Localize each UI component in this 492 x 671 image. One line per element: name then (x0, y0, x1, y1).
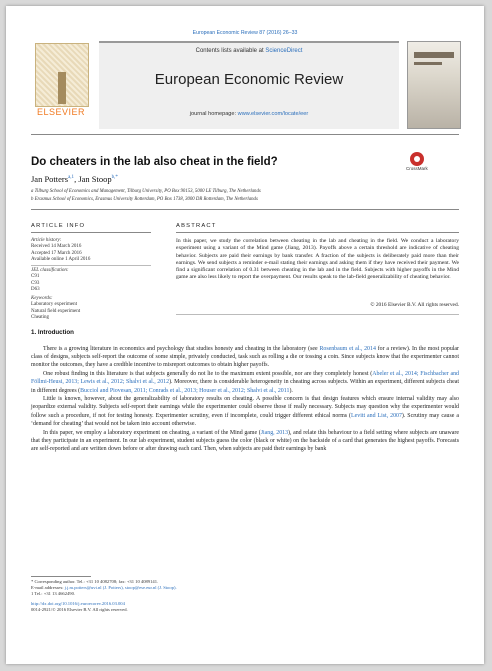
citation-link[interactable]: Bucciol and Piovesan, 2011; Conrads et al., 2013; Houser et al., 2012; Shalvi et al., 2011 (80, 387, 290, 394)
paragraph: Little is known, however, about the generalizability of laboratory results on cheating. A possible concern is that design features which ensure internal validity may also jeopardize external validity. Subjects self-report their earnings while the experimenter could observe those if really necessary. Subjects may question why the experimenter would follow such a procedure, if not for testing honesty. Experimenter scrutiny, even if incomplete, could trigger different ethical norms (Levitt and List, 2007). Scrutiny may cause a ‘demand for cheating’ that would not be taken into account otherwise. (31, 396, 459, 427)
keyword: Laboratory experiment (31, 302, 77, 308)
contents-line (99, 48, 399, 54)
doi-link[interactable]: http://dx.doi.org/10.1016/j.euroecorev.2016.03.004 (31, 601, 125, 606)
history-online: Available online 1 April 2016 (31, 256, 91, 262)
paragraph: There is a growing literature in economics and psychology that studies honesty and cheating in the laboratory (see Rosenbaum et al., 2014 for a review). In the most popular class of designs, subjects self-report the outcome of some simple, privately conducted, task such as rolling a die or tossing a coin. Since subjects know that the experimenter cannot monitor the outcomes, they have a credible incentive to misreport outcomes to obtain higher payoffs. (31, 346, 459, 369)
paper-page (6, 6, 484, 664)
history-received: Received 14 March 2016 (31, 244, 82, 250)
abstract-rule (176, 232, 459, 233)
elsevier-tree-logo-icon (35, 43, 89, 107)
history-label: Article history: (31, 238, 62, 243)
abstract-heading: ABSTRACT (176, 223, 217, 229)
journal-cover-thumbnail (407, 41, 461, 129)
introduction-body (31, 345, 459, 454)
elsevier-logo[interactable] (31, 41, 91, 127)
history-rule (31, 265, 151, 266)
citation-link[interactable]: Jiang, 2013 (260, 429, 289, 436)
abstract-body: In this paper, we study the correlation between cheating in the lab and cheating in the field. We conduct a laboratory experiment using a variant of the Mind game (Jiang, 2013). Payoffs above a certain threshold are indicative of cheating behavior. Subjects are paid their earnings by bank transfer. A fraction of the subjects is deliberately paid more than their earnings. We send subjects a reminder e-mail stating their earnings and asking them if they have received their payment. We find a significant correlation of 0.31 between cheating in the lab and in the field. Subjects with higher payoffs in the Mind game are also less likely to report the overpayment. Our results speak to the lab-field generalizability of cheating behavior. (176, 238, 459, 281)
homepage-label: journal homepage: (189, 111, 237, 117)
jel-classification (31, 268, 151, 293)
keywords-label: Keywords: (31, 296, 53, 301)
jel-code: D63 (31, 286, 40, 292)
history-accepted: Accepted 17 March 2016 (31, 250, 82, 256)
citation-link[interactable]: Levitt and List, 2007 (351, 412, 402, 419)
paragraph: In this paper, we employ a laboratory experiment on cheating, a variant of the Mind game (Jiang, 2013), and relate this behaviour to a field setting where subjects are unaware that they participate in an experiment. In our lab experiment, student subjects guess the color (black or white) on the backside of a card that generates the highest payoffs. Forecasts are self-reported and are written down before or after drawing each card. Then, when subjects are paid their earnings by bank (31, 429, 459, 452)
keyword: Natural field experiment (31, 308, 81, 314)
keyword: Cheating (31, 314, 50, 320)
issn-copyright: 0014-2921/© 2016 Elsevier B.V. All rights reserved. (31, 607, 128, 612)
jel-code: C91 (31, 274, 40, 280)
keywords (31, 296, 151, 321)
journal-masthead (31, 41, 461, 129)
author-name: Jan Potters (31, 174, 69, 184)
citation-link[interactable]: Abeler et al., 2014; Fischbacher and Föllmi-Heusi, 2013; Lewis et al., 2012; Shalvi et al., 2012 (31, 371, 459, 386)
abstract-bottom-rule (176, 314, 459, 315)
paragraph: One robust finding in this literature is that subjects generally do not lie to the maximum extent possible, nor are they completely honest (Abeler et al., 2014; Fischbacher and Föllmi-Heusi, 2013; Lewis et al., 2012; Shalvi et al., 2012). Moreover, there is considerable heterogeneity in cheating across subjects. Within an experiment, different subjects cheat in different degrees (Bucciol and Piovesan, 2011; Conrads et al., 2013; Houser et al., 2012; Shalvi et al., 2011). (31, 371, 459, 394)
corresponding-author-note: * Corresponding author. Tel.: +31 10 4082708; fax: +31 10 4089141. (31, 579, 159, 584)
affiliation-a: a Tilburg School of Economics and Management, Tilburg University, PO Box 90153, 5000 LE Tilburg, The Netherlands (31, 189, 261, 194)
telephone-note: 1 Tel.: +31 13 4662490. (31, 591, 76, 596)
homepage-link[interactable]: www.elsevier.com/locate/eer (237, 111, 309, 117)
journal-title: European Economic Review (154, 71, 344, 88)
author-name: Jan Stoop (78, 174, 112, 184)
crossmark-label: CrossMark (406, 166, 428, 171)
contents-prefix: Contents lists available at (195, 48, 264, 54)
sciencedirect-link[interactable]: ScienceDirect (265, 48, 303, 54)
jel-code: C93 (31, 280, 40, 286)
author-separator: , (74, 174, 79, 184)
header-divider (31, 134, 459, 135)
affiliation-b: b Erasmus School of Economics, Erasmus University Rotterdam, PO Box 1738, 3000 DR Rotterdam, The Netherlands (31, 197, 258, 202)
article-info-heading: ARTICLE INFO (31, 223, 86, 229)
journal-header-box (99, 41, 399, 129)
author-list (31, 174, 118, 184)
author-affiliation-marks[interactable]: b,* (111, 175, 118, 181)
footnote-divider (31, 576, 91, 577)
footnotes (31, 579, 459, 613)
jel-label: JEL classification: (31, 268, 69, 273)
copyright-line: © 2016 Elsevier B.V. All rights reserved. (370, 302, 459, 308)
article-title: Do cheaters in the lab also cheat in the field? (31, 156, 278, 168)
author-affiliation-marks[interactable]: a,1 (68, 175, 75, 181)
article-info-rule (31, 232, 151, 233)
citation-link[interactable]: Rosenbaum et al., 2014 (319, 346, 376, 352)
journal-homepage (99, 111, 399, 117)
section-heading-introduction: 1. Introduction (31, 329, 74, 336)
email-label: E-mail addresses: (31, 585, 65, 590)
journal-reference[interactable]: European Economic Review 87 (2016) 26–33 (192, 30, 298, 36)
article-history (31, 238, 151, 263)
crossmark-icon[interactable] (410, 152, 424, 166)
affiliation-divider (31, 209, 459, 210)
publisher-name: ELSEVIER (36, 107, 86, 117)
email-link[interactable]: j.j.m.potters@uvt.nl (J. Potters), stoop@ese.eur.nl (J. Stoop). (64, 585, 177, 590)
